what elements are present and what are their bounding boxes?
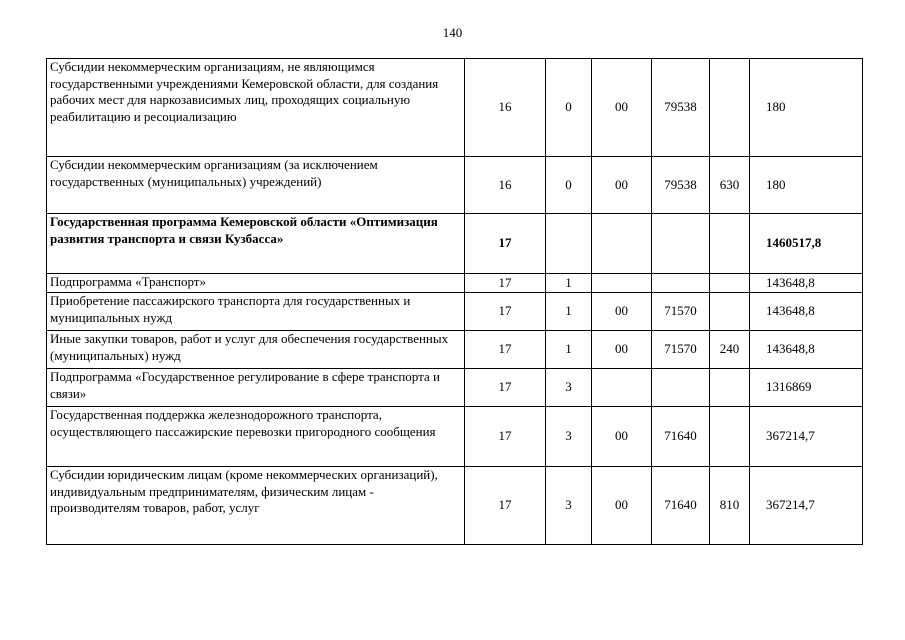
table-row (47, 293, 863, 331)
amount: 1460517,8 (750, 214, 863, 274)
subprogram-code: 0 (546, 59, 592, 157)
expense-type-code (710, 407, 750, 467)
expense-direction-code: 71640 (652, 467, 710, 545)
row-description: Государственная поддержка железнодорожного транспорта, осуществляющего пассажирские перевозки пригородного сообщения (47, 407, 465, 467)
table-row (47, 369, 863, 407)
main-event-code: 00 (592, 331, 652, 369)
section-code: 17 (465, 214, 546, 274)
amount: 1316869 (750, 369, 863, 407)
row-description: Государственная программа Кемеровской области «Оптимизация развития транспорта и связи Кузбасса» (47, 214, 465, 274)
section-code: 16 (465, 59, 546, 157)
amount: 143648,8 (750, 293, 863, 331)
table-row (47, 274, 863, 293)
subprogram-code (546, 214, 592, 274)
budget-table (46, 58, 863, 545)
section-code: 17 (465, 407, 546, 467)
subprogram-code: 3 (546, 407, 592, 467)
section-code: 17 (465, 369, 546, 407)
row-description: Субсидии некоммерческим организациям, не являющимся государственными учреждениями Кемеровской области, для создания рабочих мест для наркозависимых лиц, проходящих социальную реабилитацию и ресоциализацию (47, 59, 465, 157)
expense-direction-code: 71570 (652, 293, 710, 331)
expense-type-code (710, 369, 750, 407)
main-event-code: 00 (592, 59, 652, 157)
main-event-code: 00 (592, 407, 652, 467)
table-row (47, 407, 863, 467)
table-row (47, 157, 863, 214)
row-description: Подпрограмма «Государственное регулирование в сфере транспорта и связи» (47, 369, 465, 407)
expense-type-code (710, 59, 750, 157)
main-event-code: 00 (592, 157, 652, 214)
subprogram-code: 1 (546, 274, 592, 293)
table-row (47, 59, 863, 157)
expense-type-code: 810 (710, 467, 750, 545)
expense-type-code (710, 274, 750, 293)
amount: 367214,7 (750, 407, 863, 467)
page-number: 140 (442, 25, 463, 40)
subprogram-code: 1 (546, 293, 592, 331)
row-description: Подпрограмма «Транспорт» (47, 274, 465, 293)
table-row (47, 331, 863, 369)
row-description: Субсидии некоммерческим организациям (за исключением государственных (муниципальных) учреждений) (47, 157, 465, 214)
expense-type-code: 240 (710, 331, 750, 369)
expense-direction-code (652, 369, 710, 407)
expense-direction-code: 71640 (652, 407, 710, 467)
row-description: Субсидии юридическим лицам (кроме некоммерческих организаций), индивидуальным предпринимателям, физическим лицам - производителям товаров, работ, услуг (47, 467, 465, 545)
expense-direction-code: 71570 (652, 331, 710, 369)
amount: 143648,8 (750, 274, 863, 293)
expense-direction-code: 79538 (652, 59, 710, 157)
expense-type-code (710, 214, 750, 274)
table-row (47, 467, 863, 545)
expense-direction-code (652, 214, 710, 274)
main-event-code (592, 214, 652, 274)
table-row (47, 214, 863, 274)
subprogram-code: 1 (546, 331, 592, 369)
section-code: 17 (465, 331, 546, 369)
section-code: 17 (465, 274, 546, 293)
amount: 143648,8 (750, 331, 863, 369)
section-code: 17 (465, 467, 546, 545)
amount: 180 (750, 157, 863, 214)
expense-type-code: 630 (710, 157, 750, 214)
row-description: Иные закупки товаров, работ и услуг для обеспечения государственных (муниципальных) нужд (47, 331, 465, 369)
expense-direction-code (652, 274, 710, 293)
amount: 367214,7 (750, 467, 863, 545)
section-code: 17 (465, 293, 546, 331)
subprogram-code: 0 (546, 157, 592, 214)
main-event-code: 00 (592, 293, 652, 331)
main-event-code (592, 369, 652, 407)
section-code: 16 (465, 157, 546, 214)
expense-type-code (710, 293, 750, 331)
subprogram-code: 3 (546, 467, 592, 545)
amount: 180 (750, 59, 863, 157)
expense-direction-code: 79538 (652, 157, 710, 214)
main-event-code: 00 (592, 467, 652, 545)
row-description: Приобретение пассажирского транспорта для государственных и муниципальных нужд (47, 293, 465, 331)
main-event-code (592, 274, 652, 293)
subprogram-code: 3 (546, 369, 592, 407)
